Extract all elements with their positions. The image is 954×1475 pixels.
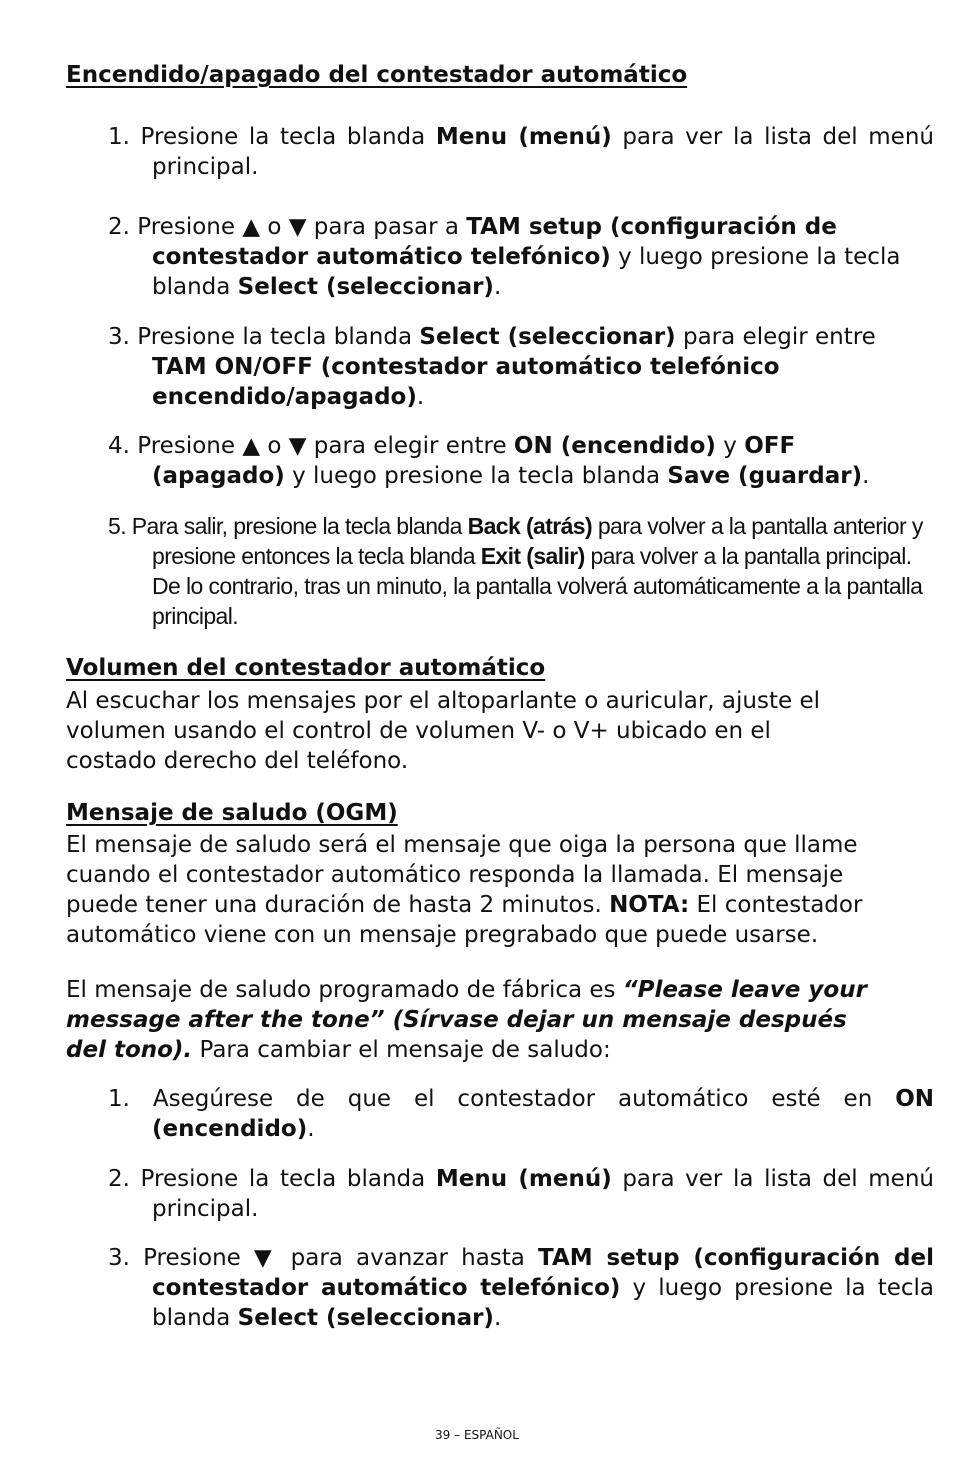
paragraph-ogm-default: El mensaje de saludo programado de fábrica es “Please leave your message after the tone” (Sírvase dejar un mensaje después del tono). Para cambiar el mensaje de saludo: xyxy=(66,977,867,1063)
down-arrow-icon: ▼ xyxy=(288,433,307,459)
up-arrow-icon: ▲ xyxy=(242,214,261,240)
list-item: 1. Presione la tecla blanda Menu (menú) para ver la lista del menú principal. xyxy=(108,124,934,180)
list-item: 1. Asegúrese de que el contestador automático esté en ON (encendido). xyxy=(108,1086,934,1142)
section-heading-volume: Volumen del contestador automático xyxy=(66,655,546,681)
paragraph-volume: Al escuchar los mensajes por el altoparlante o auricular, ajuste el volumen usando el control de volumen V- o V+ ubicado en el costado derecho del teléfono. xyxy=(66,688,820,774)
list-item: 5. Para salir, presione la tecla blanda Back (atrás) para volver a la pantalla anterior y presione entonces la tecla blanda Exit (salir) para volver a la pantalla principal. De lo contrario, tras un minuto, la pantalla volverá automáticamente a la pantalla principal. xyxy=(108,513,923,629)
list-item: 4. Presione ▲ o ▼ para elegir entre ON (encendido) y OFF (apagado) y luego presione la tecla blanda Save (guardar). xyxy=(108,433,870,489)
section-heading-tam-on-off: Encendido/apagado del contestador automático xyxy=(66,62,688,88)
list-item: 2. Presione la tecla blanda Menu (menú) para ver la lista del menú principal. xyxy=(108,1166,934,1222)
list-item: 2. Presione ▲ o ▼ para pasar a TAM setup (configuración de contestador automático telefónico) y luego presione la tecla blanda Select (seleccionar). xyxy=(108,214,901,300)
down-arrow-icon: ▼ xyxy=(288,214,307,240)
section-heading-ogm: Mensaje de saludo (OGM) xyxy=(66,800,398,826)
list-item: 3. Presione ▼ para avanzar hasta TAM setup (configuración del contestador automático telefónico) y luego presione la tecla blanda Select (seleccionar). xyxy=(108,1245,934,1331)
up-arrow-icon: ▲ xyxy=(242,433,261,459)
paragraph-ogm-description: El mensaje de saludo será el mensaje que oiga la persona que llame cuando el contestador automático responda la llamada. El mensaje puede tener una duración de hasta 2 minutos. NOTA: El contestador automático viene con un mensaje pregrabado que puede usarse. xyxy=(66,832,863,948)
page-footer: 39 – ESPAÑOL xyxy=(435,1428,519,1442)
list-item: 3. Presione la tecla blanda Select (seleccionar) para elegir entre TAM ON/OFF (contestador automático telefónico encendido/apagado). xyxy=(108,324,876,410)
down-arrow-icon: ▼ xyxy=(253,1245,278,1271)
